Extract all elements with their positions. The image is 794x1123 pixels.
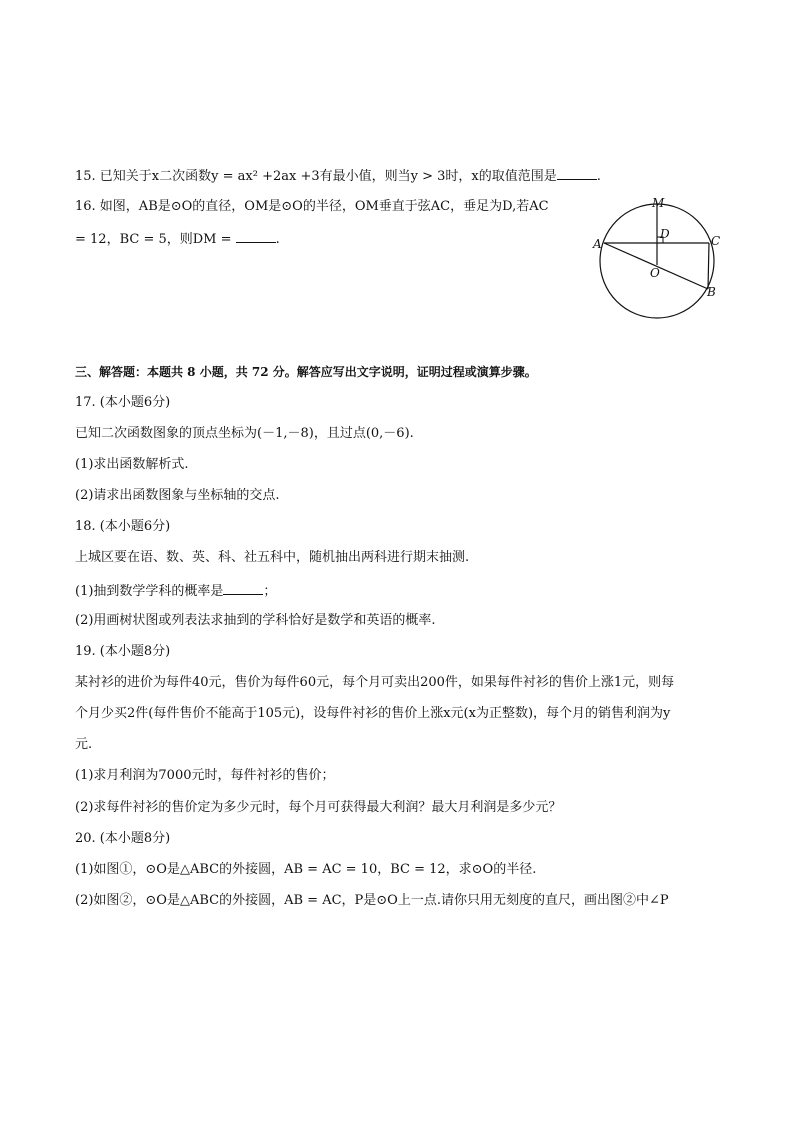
q19-title: 19. (本小题8分) xyxy=(75,644,171,659)
q17-title: 17. (本小题6分) xyxy=(75,395,171,410)
label-m: M xyxy=(652,196,665,210)
q17-stem: 已知二次函数图象的顶点坐标为(－1,－8)，且过点(0,－6). xyxy=(75,426,414,441)
q16-line2-text: = 12，BC = 5，则DM = xyxy=(75,232,232,247)
q20-part2: (2)如图②，⊙O是△ABC的外接圆，AB = AC，P是⊙O上一点.请你只用无刻度的直尺，画出图②中∠P xyxy=(75,893,669,908)
section3-heading: 三、解答题：本题共 8 小题，共 72 分。解答应写出文字说明，证明过程或演算步骤。 xyxy=(75,365,537,379)
q18-part1-end: ； xyxy=(263,584,277,599)
q18-part1 xyxy=(75,582,276,600)
q15-answer-blank xyxy=(557,167,597,180)
label-a: A xyxy=(593,237,602,251)
q20-title: 20. (本小题8分) xyxy=(75,831,171,846)
label-b: B xyxy=(707,285,716,299)
q16-circle-diagram xyxy=(590,193,725,323)
q19-stem3: 元. xyxy=(75,737,93,752)
q19-stem1: 某衬衫的进价为每件40元，售价为每件60元，每个月可卖出200件，如果每件衬衫的售价上涨1元，则每 xyxy=(75,675,675,690)
q15-text: 15. 已知关于x二次函数y = ax² +2ax +3有最小值，则当y > 3时，x的取值范围是 xyxy=(75,169,557,184)
q19-stem2: 个月少买2件(每件售价不能高于105元)，设每件衬衫的售价上涨x元(x为正整数)，每个月的销售利润为y xyxy=(75,706,671,721)
q17-part2: (2)请求出函数图象与坐标轴的交点. xyxy=(75,488,280,503)
q18-answer-blank xyxy=(223,582,263,595)
q16-line2 xyxy=(75,230,280,248)
q19-part1: (1)求月利润为7000元时，每件衬衫的售价； xyxy=(75,768,335,783)
q18-stem: 上城区要在语、数、英、科、社五科中，随机抽出两科进行期末抽测. xyxy=(75,550,470,565)
q18-part2: (2)用画树状图或列表法求抽到的学科恰好是数学和英语的概率. xyxy=(75,613,436,628)
q19-part2: (2)求每件衬衫的售价定为多少元时，每个月可获得最大利润？最大月利润是多少元？ xyxy=(75,800,562,815)
q15-end: . xyxy=(596,169,601,184)
segment-bc xyxy=(708,243,709,289)
q15-line xyxy=(75,167,601,185)
q18-part1-text: (1)抽到数学学科的概率是 xyxy=(75,584,224,599)
label-d: D xyxy=(660,227,670,241)
q18-title: 18. (本小题6分) xyxy=(75,519,171,534)
q16-line1: 16. 如图，AB是⊙O的直径，OM是⊙O的半径，OM垂直于弦AC，垂足为D,若AC xyxy=(75,199,549,214)
label-o: O xyxy=(650,266,660,280)
q16-line2-end: . xyxy=(275,232,280,247)
q16-answer-blank xyxy=(236,230,276,243)
label-c: C xyxy=(711,234,721,248)
q17-part1: (1)求出函数解析式. xyxy=(75,457,189,472)
q20-part1: (1)如图①，⊙O是△ABC的外接圆，AB = AC = 10，BC = 12，求⊙O的半径. xyxy=(75,862,537,877)
q16-circle-figure xyxy=(590,193,725,323)
